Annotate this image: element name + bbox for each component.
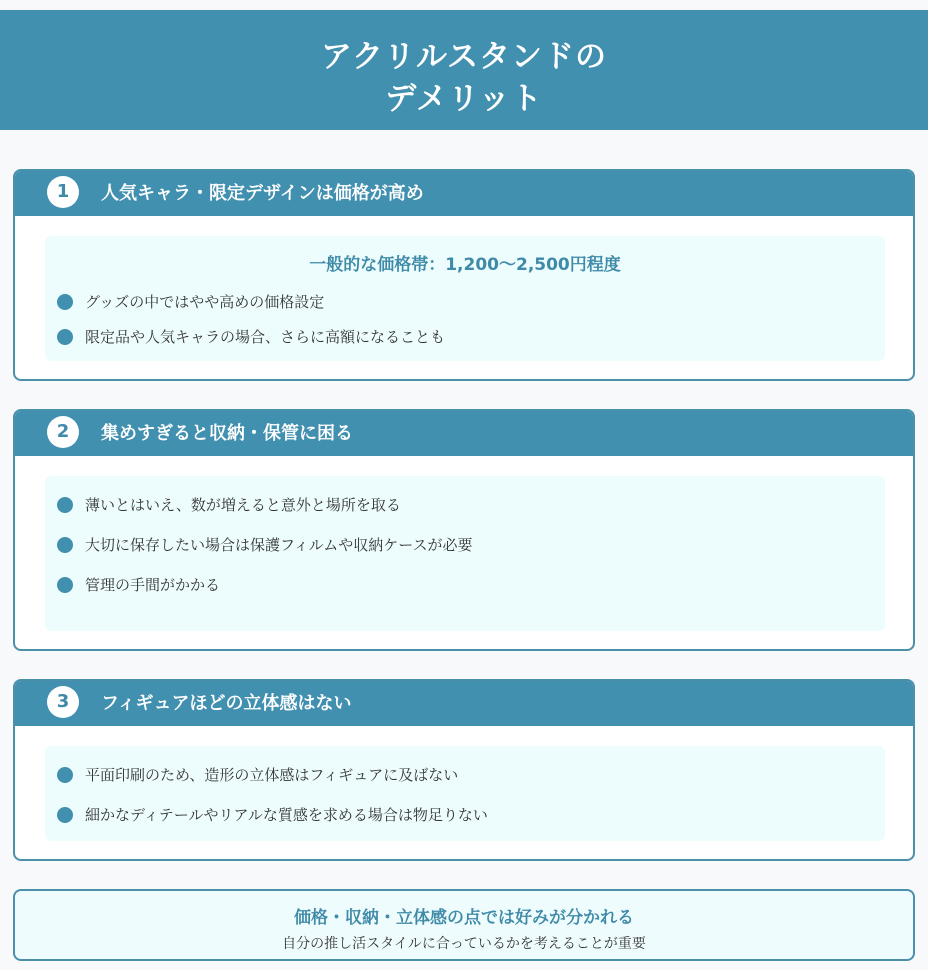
list-item — [45, 495, 885, 515]
section-number-badge: 2 — [47, 416, 79, 448]
card-content-panel — [45, 746, 885, 841]
card-title: 集めすぎると収納・保管に困る — [101, 423, 353, 444]
list-item-text: 細かなディテールやリアルな質感を求める場合は物足りない — [85, 806, 488, 824]
demerit-card-1 — [13, 169, 915, 381]
summary-box — [13, 889, 915, 961]
bullet-dot-icon — [57, 537, 73, 553]
page-title-line-2: デメリット — [385, 81, 543, 117]
page-title-line-1: アクリルスタンドの — [320, 39, 608, 75]
bullet-dot-icon — [57, 767, 73, 783]
summary-subtitle: 自分の推し活スタイルに合っているかを考えることが重要 — [282, 936, 646, 952]
section-number-badge: 3 — [47, 686, 79, 718]
list-item — [45, 575, 885, 595]
list-item-text: 平面印刷のため、造形の立体感はフィギュアに及ばない — [85, 766, 459, 784]
bullet-dot-icon — [57, 577, 73, 593]
list-item-text: 大切に保存したい場合は保護フィルムや収納ケースが必要 — [85, 536, 473, 554]
summary-title: 価格・収納・立体感の点では好みが分かれる — [294, 908, 634, 928]
list-item — [45, 327, 885, 347]
card-content-panel — [45, 476, 885, 631]
list-item-text: グッズの中ではやや高めの価格設定 — [85, 293, 325, 311]
list-item-text: 薄いとはいえ、数が増えると意外と場所を取る — [85, 496, 401, 514]
card-title: フィギュアほどの立体感はない — [101, 693, 352, 714]
card-header — [15, 411, 913, 456]
list-item — [45, 805, 885, 825]
list-item — [45, 292, 885, 312]
section-number-badge: 1 — [47, 176, 79, 208]
list-item-text: 限定品や人気キャラの場合、さらに高額になることも — [85, 328, 446, 346]
card-header — [15, 681, 913, 726]
card-title: 人気キャラ・限定デザインは価格が高め — [101, 183, 424, 204]
demerit-card-3 — [13, 679, 915, 861]
list-item — [45, 765, 885, 785]
card-header — [15, 171, 913, 216]
bullet-dot-icon — [57, 497, 73, 513]
bullet-dot-icon — [57, 329, 73, 345]
price-range-heading: 一般的な価格帯：1,200〜2,500円程度 — [309, 255, 621, 275]
card-content-panel — [45, 236, 885, 361]
demerit-card-2 — [13, 409, 915, 651]
bullet-dot-icon — [57, 807, 73, 823]
list-item-text: 管理の手間がかかる — [85, 576, 221, 594]
bullet-dot-icon — [57, 294, 73, 310]
page-header — [0, 10, 928, 130]
list-item — [45, 535, 885, 555]
